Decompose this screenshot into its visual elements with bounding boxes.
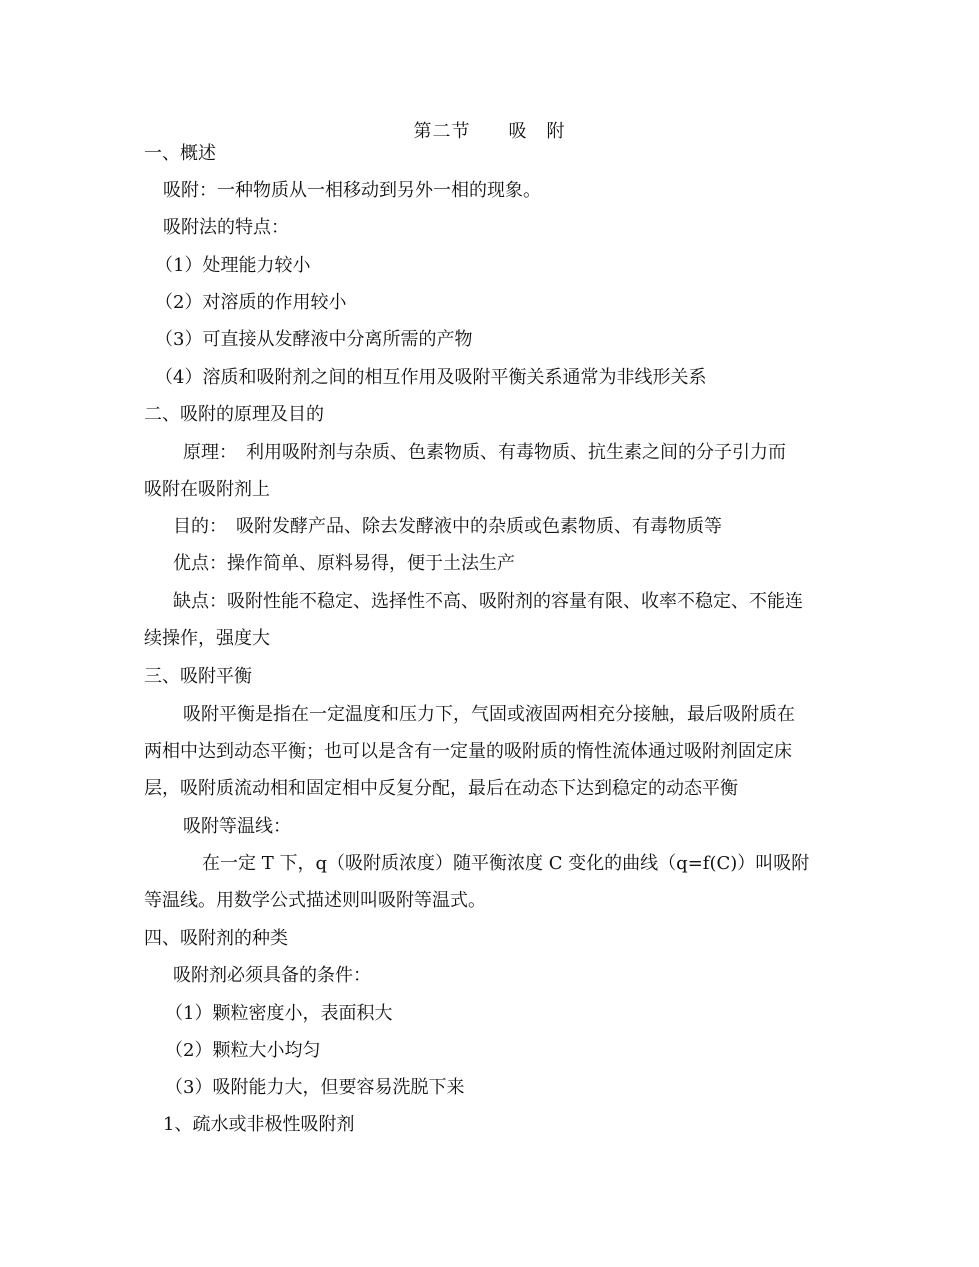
- principle-text-line1: 原理： 利用吸附剂与杂质、色素物质、有毒物质、抗生素之间的分子引力而: [183, 442, 786, 463]
- isotherm-text-line1: 在一定 T 下，q（吸附质浓度）随平衡浓度 C 变化的曲线（q=f(C)）叫吸附: [202, 853, 810, 874]
- feature-item: （3）可直接从发酵液中分离所需的产物: [155, 329, 473, 350]
- subheading-hydrophobic-adsorbent: 1、疏水或非极性吸附剂: [163, 1114, 355, 1135]
- section-title: 第二节 吸 附: [413, 121, 566, 142]
- condition-item: （1）颗粒密度小，表面积大: [165, 1003, 393, 1024]
- condition-item: （2）颗粒大小均匀: [165, 1040, 321, 1061]
- advantages-text: 优点：操作简单、原料易得，便于土法生产: [173, 553, 515, 574]
- heading-principle: 二、吸附的原理及目的: [144, 404, 324, 425]
- equilibrium-paragraph-line2: 两相中达到动态平衡；也可以是含有一定量的吸附质的惰性流体通过吸附剂固定床: [144, 741, 792, 762]
- features-label: 吸附法的特点：: [163, 217, 289, 238]
- feature-item: （1）处理能力较小: [155, 255, 311, 276]
- equilibrium-paragraph-line3: 层，吸附质流动相和固定相中反复分配，最后在动态下达到稳定的动态平衡: [144, 778, 738, 799]
- disadvantages-text-line1: 缺点：吸附性能不稳定、选择性不高、吸附剂的容量有限、收率不稳定、不能连: [173, 591, 803, 612]
- equilibrium-paragraph-line1: 吸附平衡是指在一定温度和压力下，气固或液固两相充分接触，最后吸附质在: [183, 704, 795, 725]
- conditions-label: 吸附剂必须具备的条件：: [173, 965, 371, 986]
- feature-item: （4）溶质和吸附剂之间的相互作用及吸附平衡关系通常为非线形关系: [155, 367, 707, 388]
- condition-item: （3）吸附能力大，但要容易洗脱下来: [165, 1077, 465, 1098]
- feature-item: （2）对溶质的作用较小: [155, 292, 347, 313]
- heading-equilibrium: 三、吸附平衡: [144, 666, 252, 687]
- heading-adsorbent-types: 四、吸附剂的种类: [144, 928, 288, 949]
- isotherm-label: 吸附等温线：: [183, 816, 291, 837]
- disadvantages-text-line2: 续操作，强度大: [144, 628, 270, 649]
- heading-overview: 一、概述: [144, 143, 216, 164]
- isotherm-text-line2: 等温线。用数学公式描述则叫吸附等温式。: [144, 890, 486, 911]
- principle-text-line2: 吸附在吸附剂上: [144, 479, 270, 500]
- purpose-text: 目的： 吸附发酵产品、除去发酵液中的杂质或色素物质、有毒物质等: [173, 516, 722, 537]
- adsorption-definition: 吸附：一种物质从一相移动到另外一相的现象。: [163, 180, 541, 201]
